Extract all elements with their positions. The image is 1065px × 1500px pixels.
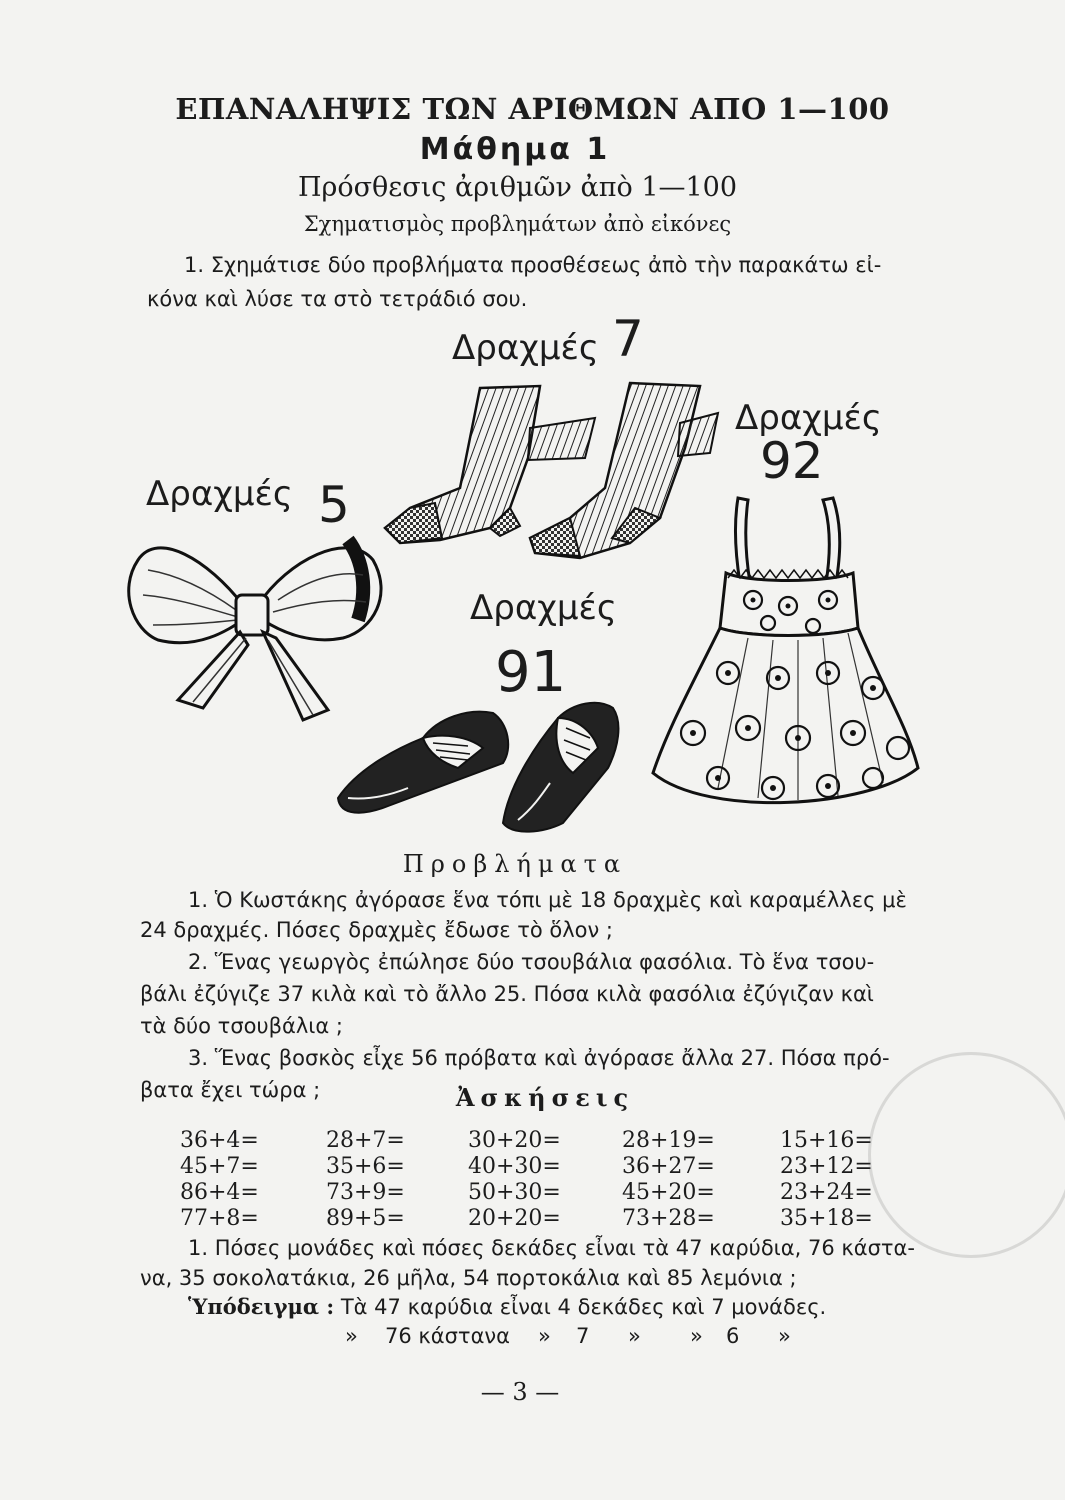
problem-line: 2. Ἕνας γεωργὸς ἐπώλησε δύο τσουβάλια φασόλια. Τὸ ἕνα τσου-	[188, 950, 875, 974]
example-text: Τὰ 47 καρύδια εἶναι 4 δεκάδες καὶ 7 μονάδες.	[340, 1295, 827, 1319]
question-line-1: 1. Πόσες μονάδες καὶ πόσες δεκάδες εἶναι τὰ 47 καρύδια, 76 κάστα-	[188, 1236, 915, 1260]
socks-price: 7	[612, 310, 644, 368]
exercise-item: 28+7=	[326, 1128, 405, 1153]
exercise-item: 73+28=	[622, 1206, 715, 1231]
exercise-item: 23+24=	[780, 1180, 873, 1205]
exercise-item: 15+16=	[780, 1128, 873, 1153]
exercise-item: 35+18=	[780, 1206, 873, 1231]
intro-line-2: κόνα καὶ λύσε τα στὸ τετράδιό σου.	[147, 287, 528, 311]
library-stamp	[868, 1052, 1065, 1258]
exercise-item: 45+7=	[180, 1154, 259, 1179]
bow-label: Δραχμές	[146, 474, 293, 514]
example-row-quote: »	[538, 1324, 551, 1348]
problem-line: 1. Ὁ Κωστάκης ἀγόρασε ἕνα τόπι μὲ 18 δραχμὲς καὶ καραμέλλες μὲ	[188, 888, 907, 912]
example-row-quote: »	[345, 1324, 358, 1348]
shoes-illustration	[328, 688, 638, 838]
section-subsubtitle: Σχηματισμὸς προβλημάτων ἀπὸ εἰκόνες	[303, 212, 732, 236]
exercise-column-3	[468, 1128, 561, 1232]
problems-heading: Προβλήματα	[402, 850, 628, 878]
problem-line: τὰ δύο τσουβάλια ;	[140, 1014, 344, 1038]
question-line-2: να, 35 σοκολατάκια, 26 μῆλα, 54 πορτοκάλια καὶ 85 λεμόνια ;	[140, 1266, 797, 1290]
problem-line: βατα ἔχει τώρα ;	[140, 1078, 321, 1102]
example-label: Ὑπόδειγμα :	[188, 1294, 335, 1319]
example-row-quote: »	[628, 1324, 641, 1348]
exercise-item: 86+4=	[180, 1180, 259, 1205]
dress-label: Δραχμές	[735, 398, 882, 438]
page-title: ΕΠΑΝΑΛΗΨΙΣ ΤΩΝ ΑΡΙΘΜΩΝ ΑΠΟ 1—100	[175, 92, 890, 126]
example-row-item: 76 κάστανα	[385, 1324, 510, 1348]
page-number: — 3 —	[480, 1378, 560, 1406]
shoes-price: 91	[495, 640, 567, 705]
exercise-item: 35+6=	[326, 1154, 405, 1179]
exercise-item: 36+27=	[622, 1154, 715, 1179]
exercise-item: 36+4=	[180, 1128, 259, 1153]
socks-label: Δραχμές	[452, 328, 599, 368]
example-row-quote: »	[778, 1324, 791, 1348]
exercise-column-4	[622, 1128, 715, 1232]
example-line	[188, 1294, 826, 1319]
exercise-item: 77+8=	[180, 1206, 259, 1231]
exercise-column-2	[326, 1128, 405, 1232]
exercise-item: 30+20=	[468, 1128, 561, 1153]
example-row-tens: 7	[576, 1324, 590, 1348]
exercise-column-1	[180, 1128, 259, 1232]
problem-line: 24 δραχμές. Πόσες δραχμὲς ἔδωσε τὸ ὅλον ;	[140, 918, 613, 942]
dress-price: 92	[760, 432, 824, 490]
dress-illustration	[648, 488, 928, 838]
intro-line-1: 1. Σχημάτισε δύο προβλήματα προσθέσεως ἀπὸ τὴν παρακάτω εἰ-	[184, 253, 882, 277]
exercise-item: 73+9=	[326, 1180, 405, 1205]
exercise-item: 50+30=	[468, 1180, 561, 1205]
exercise-item: 45+20=	[622, 1180, 715, 1205]
exercise-item: 40+30=	[468, 1154, 561, 1179]
exercise-item: 23+12=	[780, 1154, 873, 1179]
example-row-units: 6	[726, 1324, 740, 1348]
problem-line: βάλι ἐζύγιζε 37 κιλὰ καὶ τὸ ἄλλο 25. Πόσα κιλὰ φασόλια ἐζύγιζαν καὶ	[140, 982, 874, 1006]
exercise-item: 89+5=	[326, 1206, 405, 1231]
problem-line: 3. Ἕνας βοσκὸς εἶχε 56 πρόβατα καὶ ἀγόρασε ἄλλα 27. Πόσα πρό-	[188, 1046, 890, 1070]
example-row-quote: »	[690, 1324, 703, 1348]
bow-price: 5	[318, 476, 350, 534]
exercise-item: 28+19=	[622, 1128, 715, 1153]
shoes-label: Δραχμές	[470, 588, 617, 628]
exercises-heading: Ἀσκήσεις	[455, 1083, 635, 1112]
exercise-column-5	[780, 1128, 873, 1232]
lesson-heading: Μάθημα 1	[419, 132, 611, 167]
section-subtitle: Πρόσθεσις ἀριθμῶν ἀπὸ 1—100	[297, 172, 738, 203]
exercise-item: 20+20=	[468, 1206, 561, 1231]
